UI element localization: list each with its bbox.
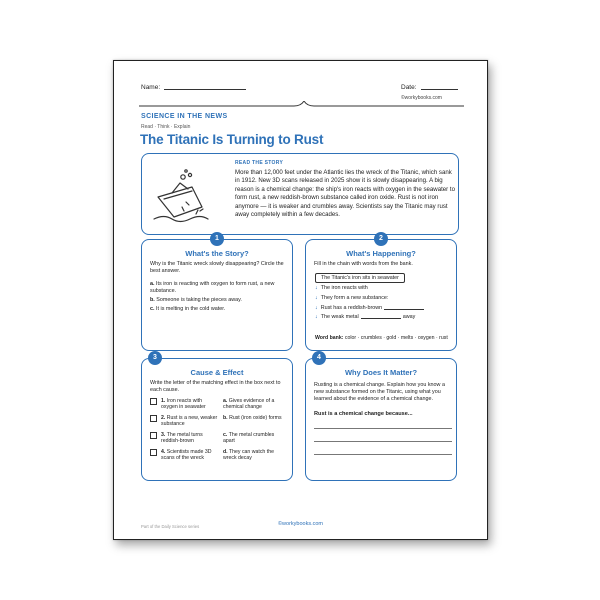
- word-bank-label: Word bank:: [315, 335, 344, 341]
- chain-step: ↓ They form a new substance:: [315, 294, 389, 301]
- match-row: [150, 415, 290, 432]
- cause-text: 1. Iron reacts with oxygen in seawater: [161, 398, 206, 411]
- question-3-instruction: Write the letter of the matching effect in the box next to each cause.: [150, 380, 281, 393]
- question-3-badge: 3: [148, 351, 162, 365]
- story-panel: [141, 153, 459, 235]
- effect-text: d. They can watch the wreck decay: [223, 449, 274, 462]
- question-2-instruction: Fill in the chain with words from the bank.: [314, 261, 413, 267]
- cause-text: 2. Rust is a new, weaker substance: [161, 415, 218, 428]
- question-2-panel: [305, 239, 457, 351]
- footer-brand: ©workybooks.com: [277, 521, 323, 527]
- answer-option-b[interactable]: b. Someone is taking the pieces away.: [150, 297, 242, 303]
- answer-blank[interactable]: [361, 318, 401, 319]
- question-3-panel: [141, 358, 293, 481]
- section-eyebrow: SCIENCE IN THE NEWS: [141, 113, 228, 120]
- effect-text: b. Rust (iron oxide) forms: [223, 415, 282, 421]
- footer-series-text: Part of the Daily Science series: [141, 524, 200, 529]
- writing-line[interactable]: [314, 454, 452, 455]
- down-arrow-icon: ↓: [315, 304, 318, 311]
- writing-line[interactable]: [314, 441, 452, 442]
- answer-blank[interactable]: [384, 309, 424, 310]
- cause-text: 3. The metal turns reddish-brown: [161, 432, 203, 445]
- answer-box[interactable]: [150, 449, 157, 456]
- worksheet-title: The Titanic Is Turning to Rust: [140, 132, 324, 147]
- question-4-title: Why Does It Matter?: [344, 368, 418, 377]
- question-2-badge: 2: [374, 232, 388, 246]
- question-4-badge: 4: [312, 351, 326, 365]
- date-field[interactable]: [401, 84, 458, 91]
- name-field[interactable]: [141, 84, 246, 91]
- question-4-panel: [305, 358, 457, 481]
- match-grid: [150, 398, 290, 473]
- cause-text: 4. Scientists made 3D scans of the wreck: [161, 449, 212, 462]
- question-4-prompt: Rust is a chemical change because...: [314, 411, 413, 417]
- answer-box[interactable]: [150, 432, 157, 439]
- down-arrow-icon: ↓: [315, 314, 318, 321]
- word-bank-words: color · crumbles · gold · melts · oxygen · rust: [344, 335, 448, 341]
- name-blank[interactable]: [164, 89, 246, 90]
- match-row: [150, 398, 290, 415]
- question-1-instruction: Why is the Titanic wreck slowly disappearing? Circle the best answer.: [150, 261, 284, 274]
- question-2-title: What's Happening?: [346, 249, 416, 258]
- date-label: Date:: [401, 84, 417, 91]
- date-blank[interactable]: [421, 89, 458, 90]
- answer-box[interactable]: [150, 398, 157, 405]
- answer-options: [150, 281, 286, 315]
- match-row: [150, 449, 290, 473]
- question-3-title: Cause & Effect: [190, 368, 244, 377]
- chain-step: ↓ The weak metal away: [315, 314, 416, 321]
- answer-box[interactable]: [150, 415, 157, 422]
- down-arrow-icon: ↓: [315, 294, 318, 301]
- writing-line[interactable]: [314, 428, 452, 429]
- answer-option-a[interactable]: a. Its iron is reacting with oxygen to form rust, a new substance.: [150, 281, 275, 294]
- question-1-badge: 1: [210, 232, 224, 246]
- header-divider: [139, 101, 464, 111]
- story-label: READ THE STORY: [235, 160, 284, 166]
- match-row: [150, 432, 290, 449]
- answer-option-c[interactable]: c. It is melting in the cold water.: [150, 306, 226, 312]
- down-arrow-icon: ↓: [315, 285, 318, 291]
- word-bank: [315, 335, 451, 342]
- chain-step: ↓ The iron reacts with: [315, 285, 368, 291]
- shipwreck-icon: [152, 169, 222, 224]
- question-1-panel: [141, 239, 293, 351]
- chain-start-box: The Titanic's iron sits in seawater: [315, 273, 405, 283]
- question-4-instruction: Rusting is a chemical change. Explain how you know a new substance formed on the Titanic, using what you learned about the evidence of a chemical change.: [314, 382, 445, 402]
- chain-step: ↓ Rust has a reddish-brown: [315, 305, 451, 312]
- effect-text: a. Gives evidence of a chemical change: [223, 398, 275, 411]
- question-1-title: What's the Story?: [185, 249, 249, 258]
- worksheet-page: [113, 60, 488, 540]
- chain-steps: [315, 285, 451, 324]
- section-subtitle: Read · Think · Explain: [141, 124, 191, 130]
- effect-text: c. The metal crumbles apart: [223, 432, 275, 445]
- story-text: More than 12,000 feet under the Atlantic lies the wreck of the Titanic, which sank in 1912. New 3D scans released in 2025 show it is slowly disappearing. A big reason is a chemical change: the ship's iron reacts with oxygen in the seawater to form rust, a new reddish-brown substance called iron oxide. Rust is not iron anymore — it is weaker and crumbles away. Scientists say the Titanic may rust away completely within a few decades.: [235, 169, 455, 219]
- name-label: Name:: [141, 84, 161, 91]
- brand-header: ©workybooks.com: [401, 95, 442, 101]
